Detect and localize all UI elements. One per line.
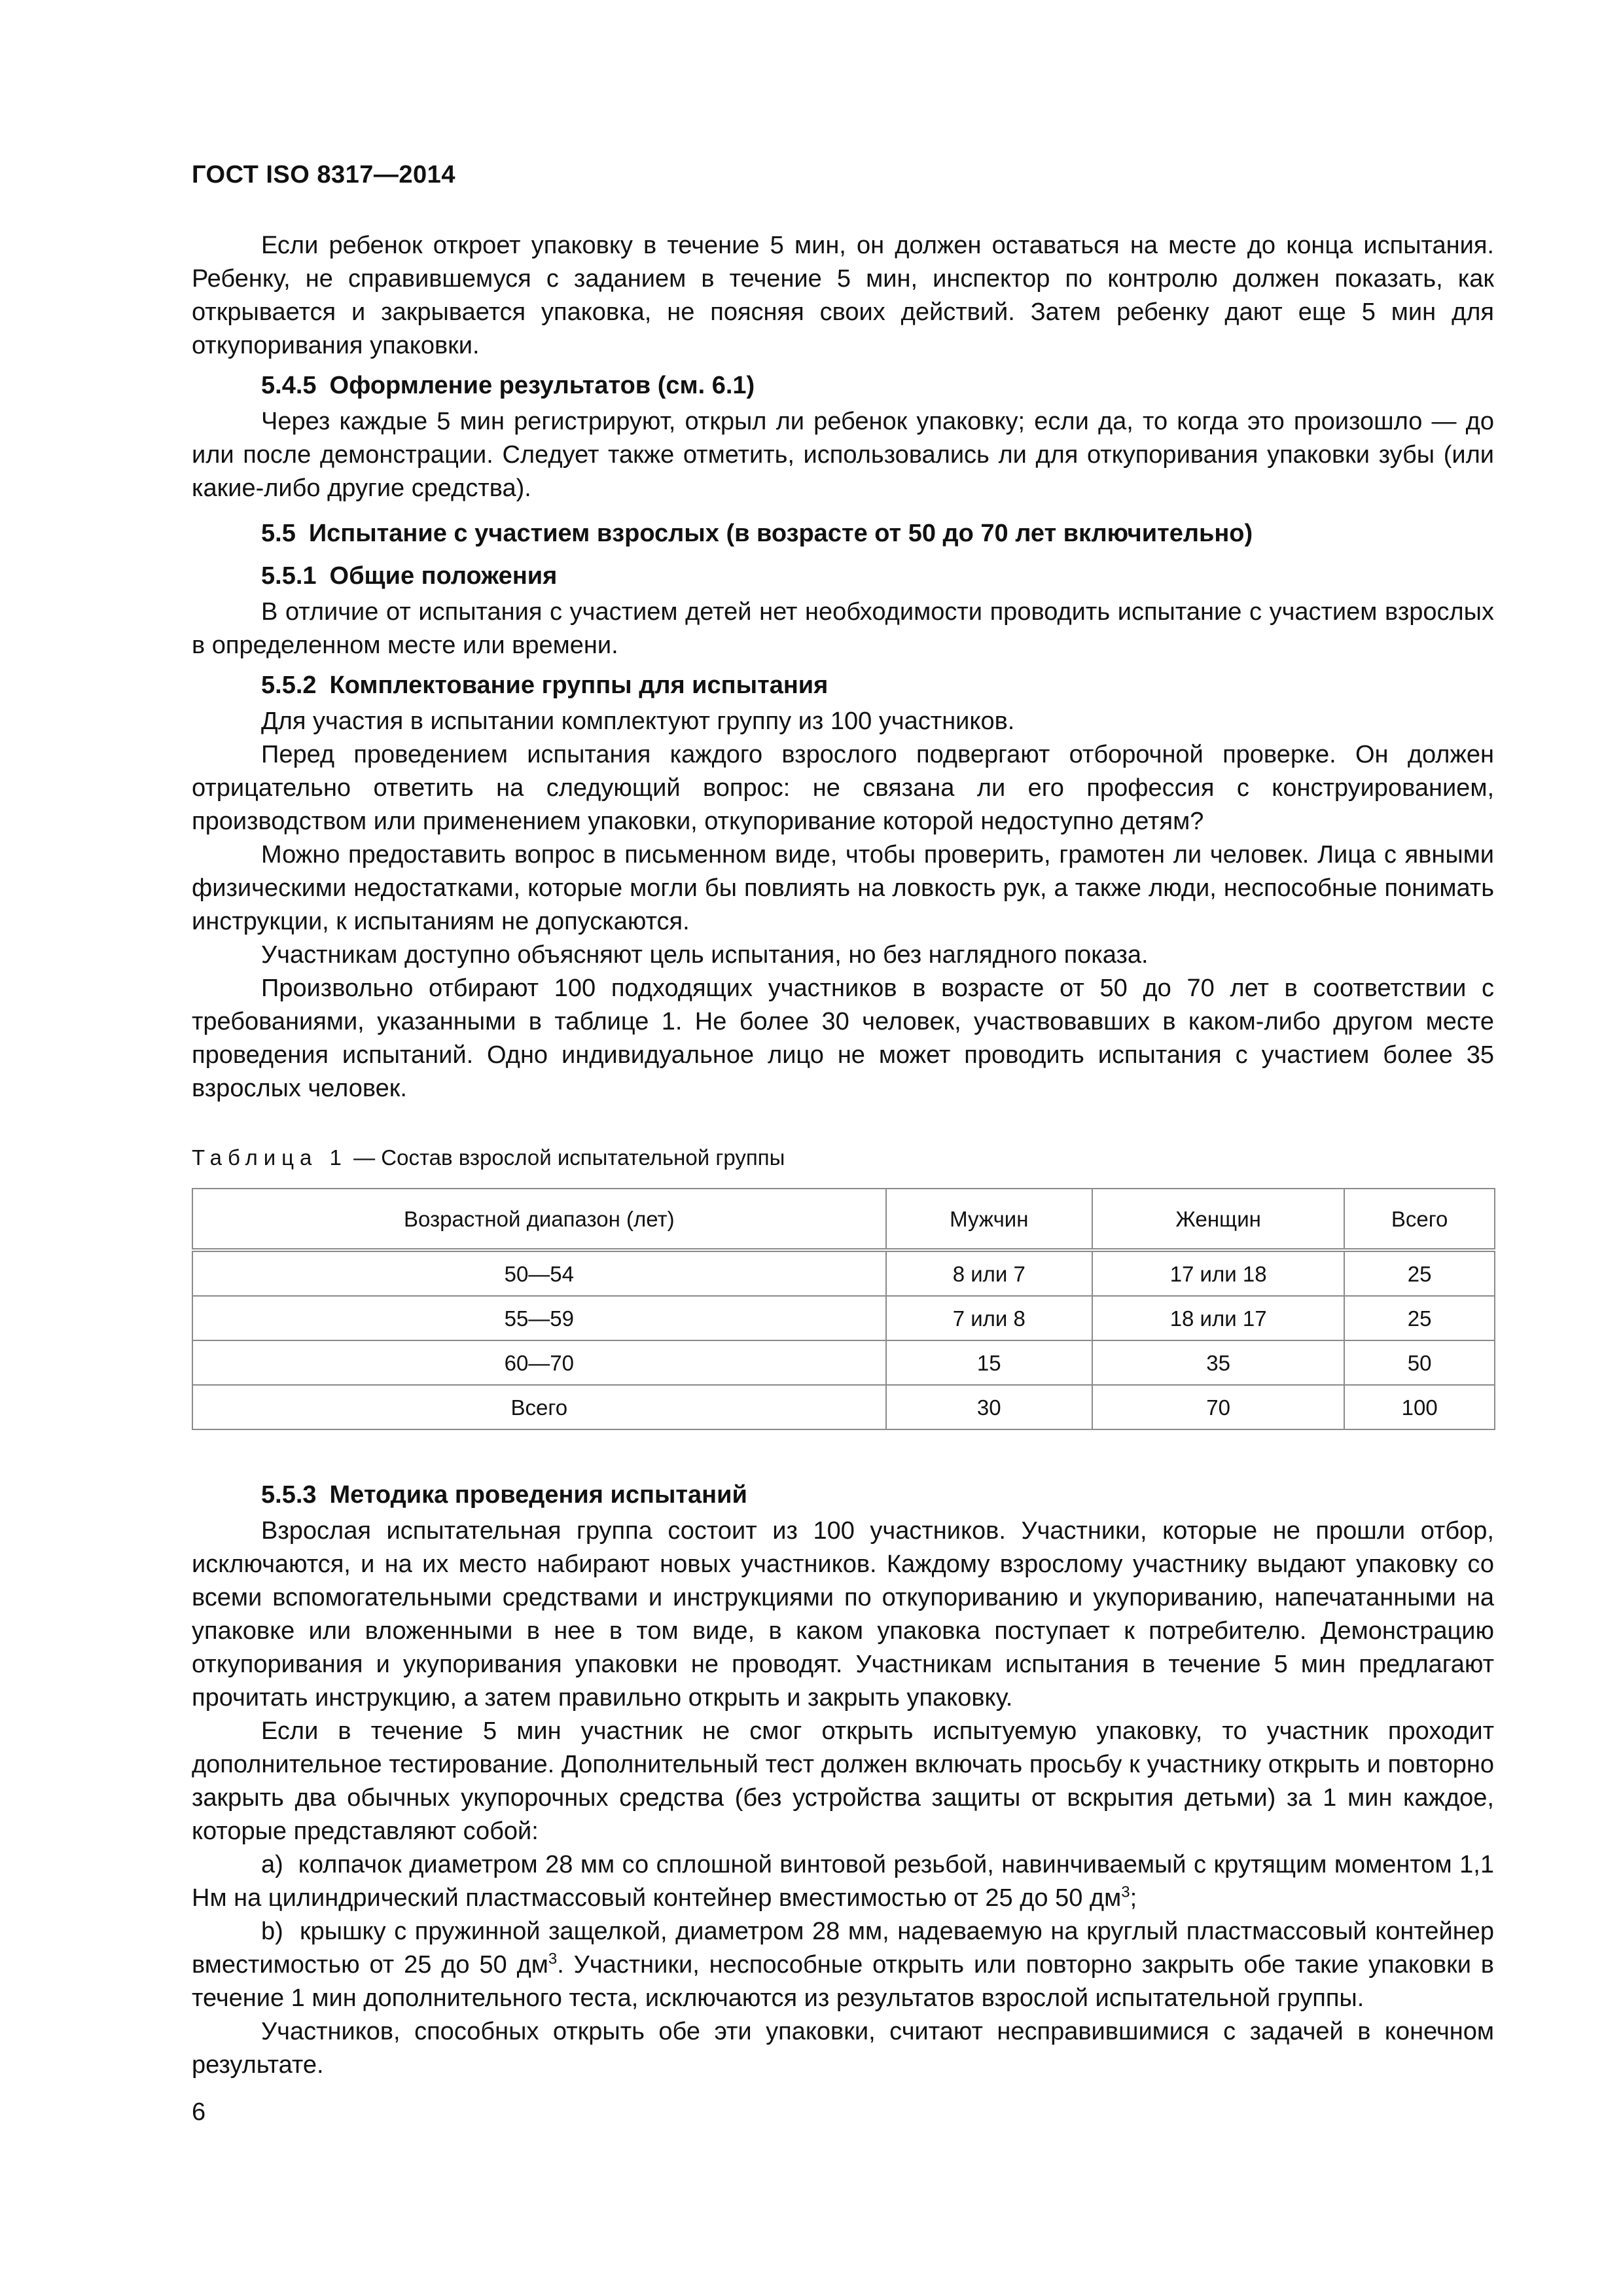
section-heading-5-4-5 — [192, 369, 1494, 403]
table-cell: Всего — [192, 1385, 886, 1429]
list-item-end: ; — [1130, 1884, 1137, 1912]
list-item-text: крышку с пружинной защелкой, диаметром 28 мм, надеваемую на круглый пластмассовый контейнер вместимостью от 25 до 50 дм — [192, 1918, 1494, 1979]
section-number: 5.5.3 — [261, 1481, 317, 1509]
paragraph: Участникам доступно объясняют цель испытания, но без наглядного показа. — [261, 941, 1149, 969]
table-caption-label: Таблица 1 — [192, 1145, 348, 1170]
paragraph: Перед проведением испытания каждого взрослого подвергают отборочной проверке. Он должен отрицательно ответить на следующий вопрос: не связана ли его профессия с конструированием, производством или применением упаковки, откупоривание которой недоступно детям? — [192, 741, 1494, 835]
table-row — [192, 1385, 1495, 1429]
table-cell: 7 или 8 — [886, 1296, 1092, 1340]
table-header-cell: Всего — [1344, 1189, 1495, 1250]
page-number: 6 — [192, 2098, 206, 2126]
table-cell: 100 — [1344, 1385, 1495, 1429]
table-header-cell: Возрастной диапазон (лет) — [192, 1189, 886, 1250]
section-title: Комплектование группы для испытания — [329, 672, 829, 699]
paragraph: Если в течение 5 мин участник не смог открыть испытуемую упаковку, то участник проходит дополнительное тестирование. Дополнительный тест должен включать просьбу к участнику открыть и повторно закрыть два обычных укупорочных средства (без устройства защиты от вскрытия детьми) за 1 мин каждое, которые представляют собой: — [192, 1717, 1494, 1845]
section-heading-5-5-3 — [192, 1479, 1494, 1512]
paragraph: Взрослая испытательная группа состоит из 100 участников. Участники, которые не прошли отбор, исключаются, и на их место набирают новых участников. Каждому взрослому участнику выдают упаковку со всеми вспомогательными средствами и инструкциями по откупориванию и укупориванию, напечатанными на упаковке или вложенными в нее в том виде, в каком упаковка поступает к потребителю. Демонстрацию откупоривания и укупоривания упаковки не проводят. Участникам испытания в течение 5 мин предлагают прочитать инструкцию, а затем правильно открыть и закрыть упаковку. — [192, 1517, 1494, 1712]
paragraph: Можно предоставить вопрос в письменном виде, чтобы проверить, грамотен ли человек. Лица с явными физическими недостатками, которые могли бы повлиять на ловкость рук, а также люди, неспособные понимать инструкции, к испытаниям не допускаются. — [192, 841, 1494, 935]
table-cell: 17 или 18 — [1092, 1250, 1344, 1296]
table-header-cell: Женщин — [1092, 1189, 1344, 1250]
table-cell: 70 — [1092, 1385, 1344, 1429]
section-title: Общие положения — [329, 562, 558, 590]
list-marker: a) — [261, 1851, 283, 1878]
section-title: Оформление результатов (см. 6.1) — [329, 372, 755, 399]
paragraph: В отличие от испытания с участием детей нет необходимости проводить испытание с участием взрослых в определенном месте или времени. — [192, 598, 1494, 659]
table-header-row — [192, 1189, 1495, 1250]
section-number: 5.5 — [261, 520, 296, 547]
document-header: ГОСТ ISO 8317—2014 — [192, 161, 455, 188]
section-heading-5-5 — [192, 517, 1494, 550]
section-heading-5-5-2 — [192, 669, 1494, 702]
list-marker: b) — [261, 1918, 283, 1945]
table-header-cell: Мужчин — [886, 1189, 1092, 1250]
table-cell: 25 — [1344, 1296, 1495, 1340]
table-cell: 30 — [886, 1385, 1092, 1429]
table-cell: 60—70 — [192, 1340, 886, 1385]
section-number: 5.5.2 — [261, 672, 317, 699]
table-cell: 8 или 7 — [886, 1250, 1092, 1296]
section-title: Испытание с участием взрослых (в возрасте от 50 до 70 лет включительно) — [308, 520, 1253, 547]
list-item-text-continued: . Участники, неспособные открыть или повторно закрыть обе такие упаковки в течение 1 мин дополнительного теста, исключаются из результатов взрослой испытательной группы. — [192, 1951, 1494, 2012]
table-cell: 15 — [886, 1340, 1092, 1385]
paragraph: Если ребенок откроет упаковку в течение 5 мин, он должен оставаться на месте до конца испытания. Ребенку, не справившемуся с заданием в течение 5 мин, инспектор по контролю должен показать, как открывается и закрывается упаковка, не поясняя своих действий. Затем ребенку дают еще 5 мин для откупоривания упаковки. — [192, 232, 1494, 359]
list-item-text: колпачок диаметром 28 мм со сплошной винтовой резьбой, навинчиваемый с крутящим моментом 1,1 Нм на цилиндрический пластмассовый контейнер вместимостью от 25 до 50 дм — [192, 1851, 1494, 1912]
table-cell: 25 — [1344, 1250, 1495, 1296]
table-cell: 35 — [1092, 1340, 1344, 1385]
paragraph: Произвольно отбирают 100 подходящих участников в возрасте от 50 до 70 лет в соответствии с требованиями, указанными в таблице 1. Не более 30 человек, участвовавших в каком-либо другом месте проведения испытаний. Одно индивидуальное лицо не может проводить испытания с участием более 35 взрослых человек. — [192, 975, 1494, 1102]
list-item — [192, 1848, 1494, 1915]
closure-list — [192, 1848, 1494, 2015]
document-body — [192, 229, 1494, 2082]
table-cell: 55—59 — [192, 1296, 886, 1340]
table-row — [192, 1296, 1495, 1340]
table-row — [192, 1340, 1495, 1385]
section-number: 5.4.5 — [261, 372, 317, 399]
list-item — [192, 1915, 1494, 2015]
table-cell: 18 или 17 — [1092, 1296, 1344, 1340]
superscript: 3 — [1121, 1883, 1130, 1901]
section-number: 5.5.1 — [261, 562, 317, 590]
table-row — [192, 1250, 1495, 1296]
table-cell: 50 — [1344, 1340, 1495, 1385]
table-caption — [192, 1145, 1494, 1171]
paragraph: Участников, способных открыть обе эти упаковки, считают несправившимися с задачей в конечном результате. — [192, 2018, 1494, 2079]
section-title: Методика проведения испытаний — [329, 1481, 747, 1509]
table-cell: 50—54 — [192, 1250, 886, 1296]
paragraph: Для участия в испытании комплектуют группу из 100 участников. — [261, 708, 1015, 735]
superscript: 3 — [548, 1950, 558, 1968]
paragraph: Через каждые 5 мин регистрируют, открыл ли ребенок упаковку; если да, то когда это произошло — до или после демонстрации. Следует также отметить, использовались ли для откупоривания упаковки зубы (или какие-либо другие средства). — [192, 408, 1494, 502]
composition-table — [192, 1188, 1495, 1430]
section-heading-5-5-1 — [192, 560, 1494, 593]
table-caption-text: — Состав взрослой испытательной группы — [347, 1145, 785, 1170]
